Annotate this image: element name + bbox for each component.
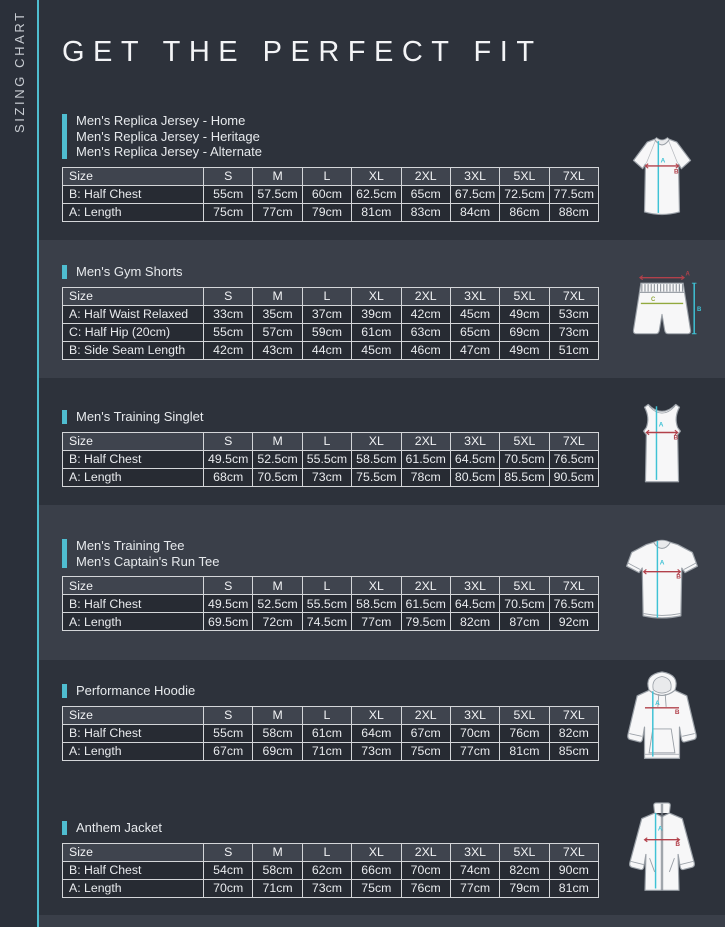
table-row [63,613,599,631]
row-label-cell: B: Half Chest [63,724,204,742]
size-value-cell: 79cm [500,879,549,897]
size-header-cell: Size [63,167,204,185]
size-table [62,167,599,222]
size-value-cell: 55cm [204,323,253,341]
size-value-cell: 70cm [401,861,450,879]
size-value-cell: 49.5cm [204,595,253,613]
table-header-row [63,706,599,724]
size-column-header: M [253,432,302,450]
size-value-cell: 47cm [450,341,499,359]
size-value-cell: 67cm [401,724,450,742]
size-column-header: 2XL [401,577,450,595]
size-column-header: M [253,577,302,595]
size-value-cell: 73cm [549,323,598,341]
size-column-header: 5XL [500,577,549,595]
size-value-cell: 65cm [450,323,499,341]
size-value-cell: 70.5cm [253,468,302,486]
size-value-cell: 73cm [302,468,351,486]
page-title: GET THE PERFECT FIT [62,36,543,68]
size-column-header: M [253,287,302,305]
row-label-cell: B: Half Chest [63,595,204,613]
size-value-cell: 72cm [253,613,302,631]
size-header-cell: Size [63,843,204,861]
size-value-cell: 61cm [352,323,401,341]
size-table [62,576,599,631]
shorts-illustration-box [616,257,708,359]
table-header-row [63,843,599,861]
size-table [62,432,599,487]
svg-text:A: A [660,157,666,165]
size-column-header: 7XL [549,577,598,595]
size-value-cell: 60cm [302,185,351,203]
size-value-cell: 64.5cm [450,595,499,613]
size-value-cell: 84cm [450,203,499,221]
singlet-illustration [616,394,708,494]
size-value-cell: 77cm [450,879,499,897]
section-title-block [62,820,599,836]
section-title: Men's Replica Jersey - Home [76,113,246,128]
size-column-header: 5XL [500,843,549,861]
table-header-row [63,432,599,450]
size-value-cell: 37cm [302,305,351,323]
size-value-cell: 77cm [253,203,302,221]
size-value-cell: 61.5cm [401,595,450,613]
size-value-cell: 83cm [401,203,450,221]
size-value-cell: 69cm [500,323,549,341]
section-title-block [62,264,599,280]
size-value-cell: 87cm [500,613,549,631]
svg-text:A: A [685,271,690,278]
size-header-cell: Size [63,287,204,305]
size-value-cell: 75cm [204,203,253,221]
size-column-header: 7XL [549,432,598,450]
size-value-cell: 43cm [253,341,302,359]
row-label-cell: B: Half Chest [63,450,204,468]
size-column-header: 3XL [450,432,499,450]
svg-text:B: B [696,306,702,313]
row-label-cell: A: Length [63,468,204,486]
size-value-cell: 54cm [204,861,253,879]
table-header-row [63,287,599,305]
size-value-cell: 86cm [500,203,549,221]
row-label-cell: C: Half Hip (20cm) [63,323,204,341]
size-column-header: S [204,287,253,305]
size-header-cell: Size [63,577,204,595]
size-value-cell: 57cm [253,323,302,341]
row-label-cell: B: Side Seam Length [63,341,204,359]
size-column-header: S [204,432,253,450]
size-value-cell: 77cm [450,742,499,760]
size-value-cell: 62cm [302,861,351,879]
section-singlet [62,409,599,487]
size-value-cell: 59cm [302,323,351,341]
svg-text:B: B [673,434,679,442]
section-accent-bar [62,265,67,279]
svg-text:A: A [659,559,665,567]
size-value-cell: 77cm [352,613,401,631]
section-title: Performance Hoodie [76,683,196,698]
size-value-cell: 80.5cm [450,468,499,486]
size-value-cell: 76.5cm [549,595,598,613]
tee-illustration [616,527,708,633]
size-column-header: 5XL [500,432,549,450]
size-value-cell: 61.5cm [401,450,450,468]
section-title: Men's Replica Jersey - Alternate [76,144,263,159]
size-value-cell: 44cm [302,341,351,359]
size-value-cell: 76cm [500,724,549,742]
shorts-illustration [616,257,708,359]
section-title-block [62,538,599,569]
size-value-cell: 75cm [401,742,450,760]
size-value-cell: 75cm [352,879,401,897]
section-title: Men's Training Singlet [76,409,204,424]
size-value-cell: 65cm [401,185,450,203]
size-column-header: S [204,577,253,595]
row-label-cell: B: Half Chest [63,861,204,879]
size-value-cell: 75.5cm [352,468,401,486]
size-value-cell: 82cm [450,613,499,631]
size-column-header: 2XL [401,706,450,724]
size-value-cell: 49cm [500,341,549,359]
size-value-cell: 45cm [352,341,401,359]
size-value-cell: 79.5cm [401,613,450,631]
row-label-cell: A: Half Waist Relaxed [63,305,204,323]
section-title: Men's Replica Jersey - Heritage [76,128,260,144]
size-column-header: XL [352,432,401,450]
svg-text:A: A [657,825,663,833]
size-column-header: 7XL [549,287,598,305]
tee-illustration-box [616,527,708,633]
size-column-header: M [253,167,302,185]
section-jacket [62,820,599,898]
section-title: Men's Captain's Run Tee [76,553,220,569]
svg-text:A: A [658,421,664,429]
size-value-cell: 67cm [204,742,253,760]
size-value-cell: 53cm [549,305,598,323]
size-value-cell: 46cm [401,341,450,359]
size-value-cell: 70.5cm [500,595,549,613]
table-row [63,879,599,897]
size-value-cell: 57.5cm [253,185,302,203]
size-value-cell: 62.5cm [352,185,401,203]
size-value-cell: 82cm [549,724,598,742]
size-value-cell: 51cm [549,341,598,359]
size-column-header: L [302,432,351,450]
size-value-cell: 81cm [352,203,401,221]
section-jersey [62,113,599,222]
table-row [63,450,599,468]
section-accent-bar [62,821,67,835]
size-value-cell: 73cm [352,742,401,760]
size-value-cell: 52.5cm [253,595,302,613]
size-value-cell: 72.5cm [500,185,549,203]
size-value-cell: 90.5cm [549,468,598,486]
size-column-header: XL [352,706,401,724]
size-column-header: L [302,287,351,305]
size-value-cell: 81cm [549,879,598,897]
size-column-header: S [204,706,253,724]
jersey-illustration-box [616,128,708,226]
size-value-cell: 55.5cm [302,595,351,613]
table-row [63,203,599,221]
size-column-header: M [253,706,302,724]
size-column-header: 5XL [500,287,549,305]
row-label-cell: A: Length [63,879,204,897]
row-label-cell: A: Length [63,742,204,760]
jacket-illustration-box [616,791,708,905]
size-value-cell: 58.5cm [352,595,401,613]
section-title: Anthem Jacket [76,820,162,835]
table-header-row [63,167,599,185]
size-value-cell: 70cm [450,724,499,742]
section-title-block [62,113,599,160]
size-header-cell: Size [63,432,204,450]
size-column-header: 3XL [450,843,499,861]
size-column-header: XL [352,287,401,305]
svg-text:B: B [675,841,680,849]
table-row [63,341,599,359]
size-value-cell: 77.5cm [549,185,598,203]
size-column-header: L [302,843,351,861]
size-column-header: M [253,843,302,861]
size-value-cell: 58cm [253,724,302,742]
size-column-header: 2XL [401,843,450,861]
sidebar-label: SIZING CHART [12,10,27,133]
size-value-cell: 70cm [204,879,253,897]
table-row [63,742,599,760]
hoodie-illustration-box [616,659,708,775]
size-column-header: 7XL [549,167,598,185]
table-row [63,724,599,742]
background-band [39,915,725,927]
size-column-header: L [302,167,351,185]
section-title: Men's Gym Shorts [76,264,183,279]
size-value-cell: 55.5cm [302,450,351,468]
size-value-cell: 39cm [352,305,401,323]
size-column-header: 5XL [500,706,549,724]
size-column-header: L [302,577,351,595]
section-hoodie [62,683,599,761]
size-value-cell: 42cm [401,305,450,323]
size-column-header: XL [352,577,401,595]
size-value-cell: 69.5cm [204,613,253,631]
section-shorts [62,264,599,360]
size-table [62,706,599,761]
svg-text:B: B [673,168,679,176]
size-value-cell: 58.5cm [352,450,401,468]
size-column-header: 3XL [450,577,499,595]
size-column-header: XL [352,167,401,185]
size-column-header: 3XL [450,287,499,305]
table-row [63,323,599,341]
size-column-header: 5XL [500,167,549,185]
size-column-header: 7XL [549,843,598,861]
size-value-cell: 55cm [204,185,253,203]
size-column-header: XL [352,843,401,861]
size-column-header: 3XL [450,706,499,724]
size-value-cell: 73cm [302,879,351,897]
row-label-cell: A: Length [63,613,204,631]
size-value-cell: 88cm [549,203,598,221]
size-value-cell: 71cm [302,742,351,760]
section-accent-bar [62,539,67,568]
size-value-cell: 58cm [253,861,302,879]
size-value-cell: 74cm [450,861,499,879]
size-value-cell: 49.5cm [204,450,253,468]
size-value-cell: 52.5cm [253,450,302,468]
size-value-cell: 61cm [302,724,351,742]
table-header-row [63,577,599,595]
size-value-cell: 55cm [204,724,253,742]
size-column-header: 2XL [401,167,450,185]
size-value-cell: 42cm [204,341,253,359]
size-column-header: S [204,843,253,861]
singlet-illustration-box [616,394,708,494]
size-value-cell: 66cm [352,861,401,879]
table-row [63,468,599,486]
size-value-cell: 33cm [204,305,253,323]
size-header-cell: Size [63,706,204,724]
row-label-cell: A: Length [63,203,204,221]
size-value-cell: 82cm [500,861,549,879]
size-value-cell: 81cm [500,742,549,760]
size-table [62,843,599,898]
size-value-cell: 92cm [549,613,598,631]
accent-vertical-line [37,0,39,927]
table-row [63,595,599,613]
svg-text:C: C [650,297,656,304]
table-row [63,305,599,323]
hoodie-illustration [616,659,708,775]
table-row [63,861,599,879]
size-value-cell: 90cm [549,861,598,879]
row-label-cell: B: Half Chest [63,185,204,203]
size-column-header: 2XL [401,432,450,450]
size-value-cell: 85cm [549,742,598,760]
size-value-cell: 64cm [352,724,401,742]
size-column-header: 7XL [549,706,598,724]
section-accent-bar [62,114,67,159]
section-tee [62,538,599,631]
table-row [63,185,599,203]
size-value-cell: 45cm [450,305,499,323]
size-value-cell: 49cm [500,305,549,323]
section-title-block [62,409,599,425]
svg-text:B: B [676,573,681,581]
size-value-cell: 64.5cm [450,450,499,468]
size-value-cell: 76.5cm [549,450,598,468]
size-value-cell: 74.5cm [302,613,351,631]
size-value-cell: 79cm [302,203,351,221]
jacket-illustration [616,791,708,905]
section-title: Men's Training Tee [76,538,185,553]
size-value-cell: 85.5cm [500,468,549,486]
size-value-cell: 35cm [253,305,302,323]
svg-text:B: B [674,709,680,717]
size-column-header: S [204,167,253,185]
jersey-illustration [616,128,708,226]
size-column-header: L [302,706,351,724]
size-value-cell: 69cm [253,742,302,760]
size-value-cell: 78cm [401,468,450,486]
section-title-block [62,683,599,699]
left-rail [0,0,37,927]
size-column-header: 3XL [450,167,499,185]
size-table [62,287,599,360]
size-value-cell: 71cm [253,879,302,897]
size-column-header: 2XL [401,287,450,305]
size-value-cell: 68cm [204,468,253,486]
size-value-cell: 67.5cm [450,185,499,203]
size-value-cell: 70.5cm [500,450,549,468]
section-accent-bar [62,410,67,424]
svg-text:A: A [655,700,660,708]
section-accent-bar [62,684,67,698]
size-value-cell: 63cm [401,323,450,341]
size-value-cell: 76cm [401,879,450,897]
